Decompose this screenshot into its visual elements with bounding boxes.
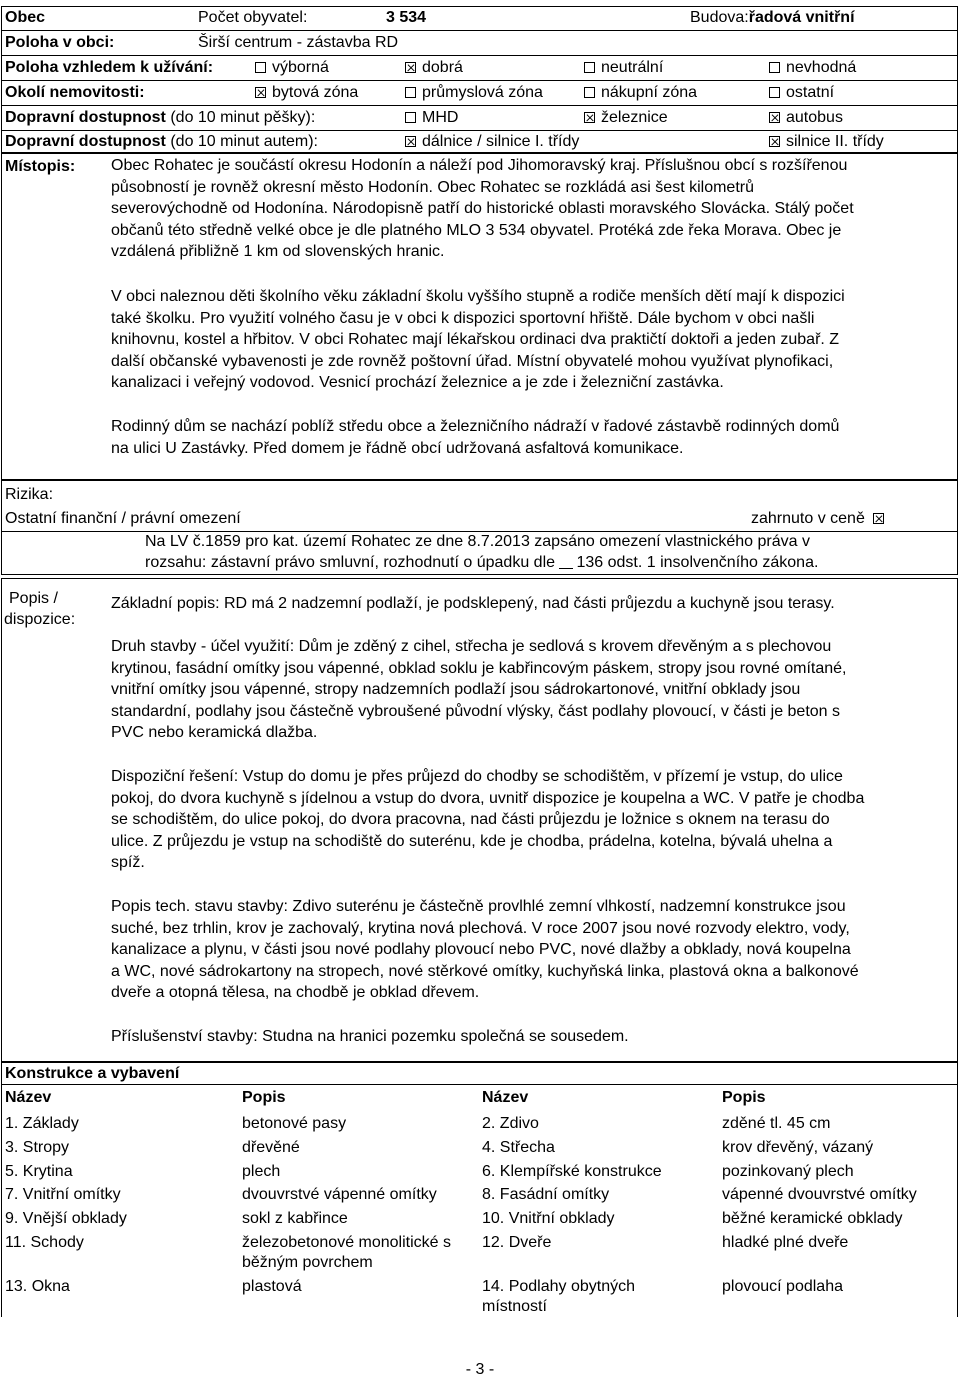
checkbox-empty-icon	[769, 87, 780, 98]
zakladni-popis: Základní popis: RD má 2 nadzemní podlaží, je podsklepený, nad části průjezdu a kuchyně jsou terasy.	[111, 595, 835, 612]
uzivani-label: Poloha vzhledem k užívání:	[5, 59, 214, 76]
checkbox-checked-icon	[405, 62, 416, 73]
table-cell: 3. Stropy	[5, 1139, 70, 1156]
table-cell: dřevěné	[242, 1139, 300, 1156]
table-cell: 14. Podlahy obytných místností	[482, 1278, 635, 1315]
konstrukce-left-rule	[1, 1062, 2, 1317]
table-cell: železobetonové monolitické s běžným povrchem	[242, 1234, 452, 1271]
table-cell: 8. Fasádní omítky	[482, 1186, 610, 1203]
table-header-cell: Popis	[242, 1089, 286, 1106]
checkbox-checked-icon	[405, 136, 416, 147]
table-cell: 13. Okna	[5, 1278, 70, 1295]
pocet-label: Počet obyvatel:	[198, 9, 308, 26]
table-cell: 6. Klempířské konstrukce	[482, 1163, 662, 1180]
konstrukce-right-rule	[957, 1062, 958, 1317]
mistopis-paragraph-2: V obci naleznou děti školního věku základní školu vyššího stupně a rodiče menších dětí mají k dispozici také školku. Pro využití volného času je v obci k dispozici sportovní hřiště. Dále bychom v obci našli knihovnu, kostel a hřbitov. V obci Rohatec mají lékařskou ordinaci dva praktičtí doktoři a jeden zubař. Z další občanské vybavenosti je zde rovněž poštovní úřad. Místní obyvatelé mohou využívat plynofikaci, kanalizaci i veřejný vodovod. Vesnicí prochází železnice a je zde i železniční zastávka.	[111, 288, 845, 391]
pesky-option: železnice	[584, 109, 668, 127]
okoli-label: Okolí nemovitosti:	[5, 84, 145, 101]
poloha-value: Širší centrum - zástavba RD	[198, 34, 399, 51]
table-cell: 4. Střecha	[482, 1139, 555, 1156]
table-cell: sokl z kabřince	[242, 1210, 348, 1227]
checkbox-checked-icon	[584, 112, 595, 123]
header-divider	[1, 30, 958, 31]
table-header-cell: Název	[482, 1089, 529, 1106]
pesky-label: Dopravní dostupnost (do 10 minut pěšky):	[5, 109, 316, 126]
checkbox-empty-icon	[405, 87, 416, 98]
konstrukce-header-rule	[1, 1084, 958, 1085]
table-cell: běžné keramické obklady	[722, 1210, 903, 1227]
table-cell: betonové pasy	[242, 1115, 347, 1132]
table-cell: hladké plné dveře	[722, 1234, 849, 1251]
checkbox-empty-icon	[405, 112, 416, 123]
checkbox-empty-icon	[255, 62, 266, 73]
table-header-cell: Popis	[722, 1089, 766, 1106]
omezeni-text-2: rozsahu: zástavní právo smluvní, rozhodnutí o úpadku dle 136 odst. 1 insolvenčního zákona.	[145, 554, 819, 571]
popis-label-2: dispozice:	[4, 611, 76, 628]
pesky-option: MHD	[405, 109, 458, 127]
uzivani-option: nevhodná	[769, 59, 856, 77]
zahrnuto-field: zahrnuto v ceně	[751, 510, 890, 528]
table-cell: pozinkovaný plech	[722, 1163, 854, 1180]
table-cell: plastová	[242, 1278, 302, 1295]
poloha-label: Poloha v obci:	[5, 34, 115, 51]
autem-label: Dopravní dostupnost (do 10 minut autem):	[5, 133, 318, 150]
page-number: - 3 -	[465, 1361, 495, 1378]
uzivani-option: výborná	[255, 59, 329, 77]
paragraph-sign-icon	[559, 554, 573, 569]
table-cell: zděné tl. 45 cm	[722, 1115, 831, 1132]
okoli-option: bytová zóna	[255, 84, 358, 102]
uzivani-option: dobrá	[405, 59, 463, 77]
checkbox-checked-icon	[873, 513, 884, 524]
pesky-option: autobus	[769, 109, 843, 127]
omezeni-divider	[1, 531, 958, 532]
omezeni-text-1: Na LV č.1859 pro kat. území Rohatec ze dne 8.7.2013 zapsáno omezení vlastnického práva v	[145, 533, 810, 550]
budova-label: Budova:	[690, 9, 749, 26]
table-cell: vápenné dvouvrstvé omítky	[722, 1186, 917, 1203]
table-cell: 5. Krytina	[5, 1163, 73, 1180]
table-cell: 10. Vnitřní obklady	[482, 1210, 615, 1227]
header-divider	[1, 130, 958, 131]
table-cell: krov dřevěný, vázaný	[722, 1139, 874, 1156]
prislusenstvi: Příslušenství stavby: Studna na hranici pozemku společná se sousedem.	[111, 1028, 629, 1045]
table-cell: plech	[242, 1163, 281, 1180]
checkbox-empty-icon	[584, 87, 595, 98]
checkbox-empty-icon	[584, 62, 595, 73]
table-cell: dvouvrstvé vápenné omítky	[242, 1186, 437, 1203]
table-cell: 1. Základy	[5, 1115, 79, 1132]
okoli-option: ostatní	[769, 84, 834, 102]
table-cell: 2. Zdivo	[482, 1115, 539, 1132]
autem-option: silnice II. třídy	[769, 133, 884, 151]
header-divider	[1, 55, 958, 56]
konstrukce-title: Konstrukce a vybavení	[5, 1065, 180, 1082]
budova-value: řadová vnitřní	[748, 9, 855, 26]
mistopis-paragraph-3: Rodinný dům se nachází poblíž středu obce a železničního nádraží v řadové zástavbě rodinných domů na ulici U Zastávky. Před domem je řádně obcí udržovaná asfaltová komunikace.	[111, 418, 840, 457]
obec-label: Obec	[5, 9, 46, 26]
autem-option: dálnice / silnice I. třídy	[405, 133, 579, 151]
header-divider	[1, 80, 958, 81]
table-cell: plovoucí podlaha	[722, 1278, 843, 1295]
checkbox-empty-icon	[769, 62, 780, 73]
budova-field	[690, 9, 855, 27]
table-cell: 12. Dveře	[482, 1234, 552, 1251]
popis-label-1: Popis /	[9, 590, 58, 607]
checkbox-checked-icon	[769, 136, 780, 147]
uzivani-option: neutrální	[584, 59, 663, 77]
omezeni-label: Ostatní finanční / právní omezení	[5, 510, 241, 527]
checkbox-checked-icon	[769, 112, 780, 123]
rizika-label: Rizika:	[5, 486, 54, 503]
checkbox-checked-icon	[255, 87, 266, 98]
pocet-value: 3 534	[386, 9, 427, 26]
tech-stav: Popis tech. stavu stavby: Zdivo suterénu je částečně provlhlé zemní vlhkostí, nadzemní konstrukce jsou suché, bez trhlin, krov je zachovalý, krytina nová plechová. V roce 2007 jsou nové rozvody elektro, vody, kanalizace a plynu, v části jsou nové podlahy plovoucí nebo PVC, nové dlažby a obklady, nová koupelna a WC, nové sádrokartony na stropech, nové stěrkové omítky, kuchyňská linka, plastová okna a balkonové dveře a otopná tělesa, na chodbě je obklad dřevem.	[111, 898, 859, 1001]
dispozicni-reseni: Dispoziční řešení: Vstup do domu je přes průjezd do chodby se schodištěm, v přízemí je vstup, do ulice pokoj, do dvora kuchyně s jídelnou a vstup do dvora, uvnitř dispozice je koupelna a WC. V patře je chodba se schodištěm, do ulice pokoj, do dvora pracovna, nad části průjezdu je ložnice s oknem na terasu do ulice. Z průjezdu je vstup na schodiště do suterénu, kde je chodba, prádelna, kotelna, bývalá uhelna a spíž.	[111, 768, 865, 871]
header-divider	[1, 105, 958, 106]
table-cell: 9. Vnější obklady	[5, 1210, 127, 1227]
mistopis-paragraph-1: Obec Rohatec je součástí okresu Hodonín a náleží pod Jihomoravský kraj. Příslušnou obcí s rozšířenou působností je rovněž okresní město Hodonín. Obec Rohatec se rozkládá asi šest kilometrů severovýchodně od Hodonína. Národopisně patří do historické oblasti moravského Slovácka. Stálý počet občanů této středně velké obce je dle platného MLO 3 534 obyvatel. Protéká zde řeka Morava. Obec je vzdálená přibližně 1 km od slovenských hranic.	[111, 157, 854, 260]
table-cell: 11. Schody	[5, 1234, 84, 1251]
okoli-option: nákupní zóna	[584, 84, 697, 102]
mistopis-label: Místopis:	[5, 158, 76, 175]
table-cell: 7. Vnitřní omítky	[5, 1186, 121, 1203]
table-header-cell: Název	[5, 1089, 52, 1106]
okoli-option: průmyslová zóna	[405, 84, 543, 102]
druh-stavby: Druh stavby - účel využití: Dům je zděný z cihel, střecha je sedlová s krovem dřevěným a s plechovou krytinou, fasádní omítky jsou vápenné, obklad soklu je kabřincovým páskem, stropy jsou rovné omítané, vnitřní omítky jsou vápenné, stropy nadzemních podlaží jsou sádrokartonové, vnitřní obklady jsou standardní, podlahy jsou částečně vybroušené původní vlýsky, část podlahy plovoucí, v části je beton s PVC nebo keramická dlažba.	[111, 638, 847, 741]
